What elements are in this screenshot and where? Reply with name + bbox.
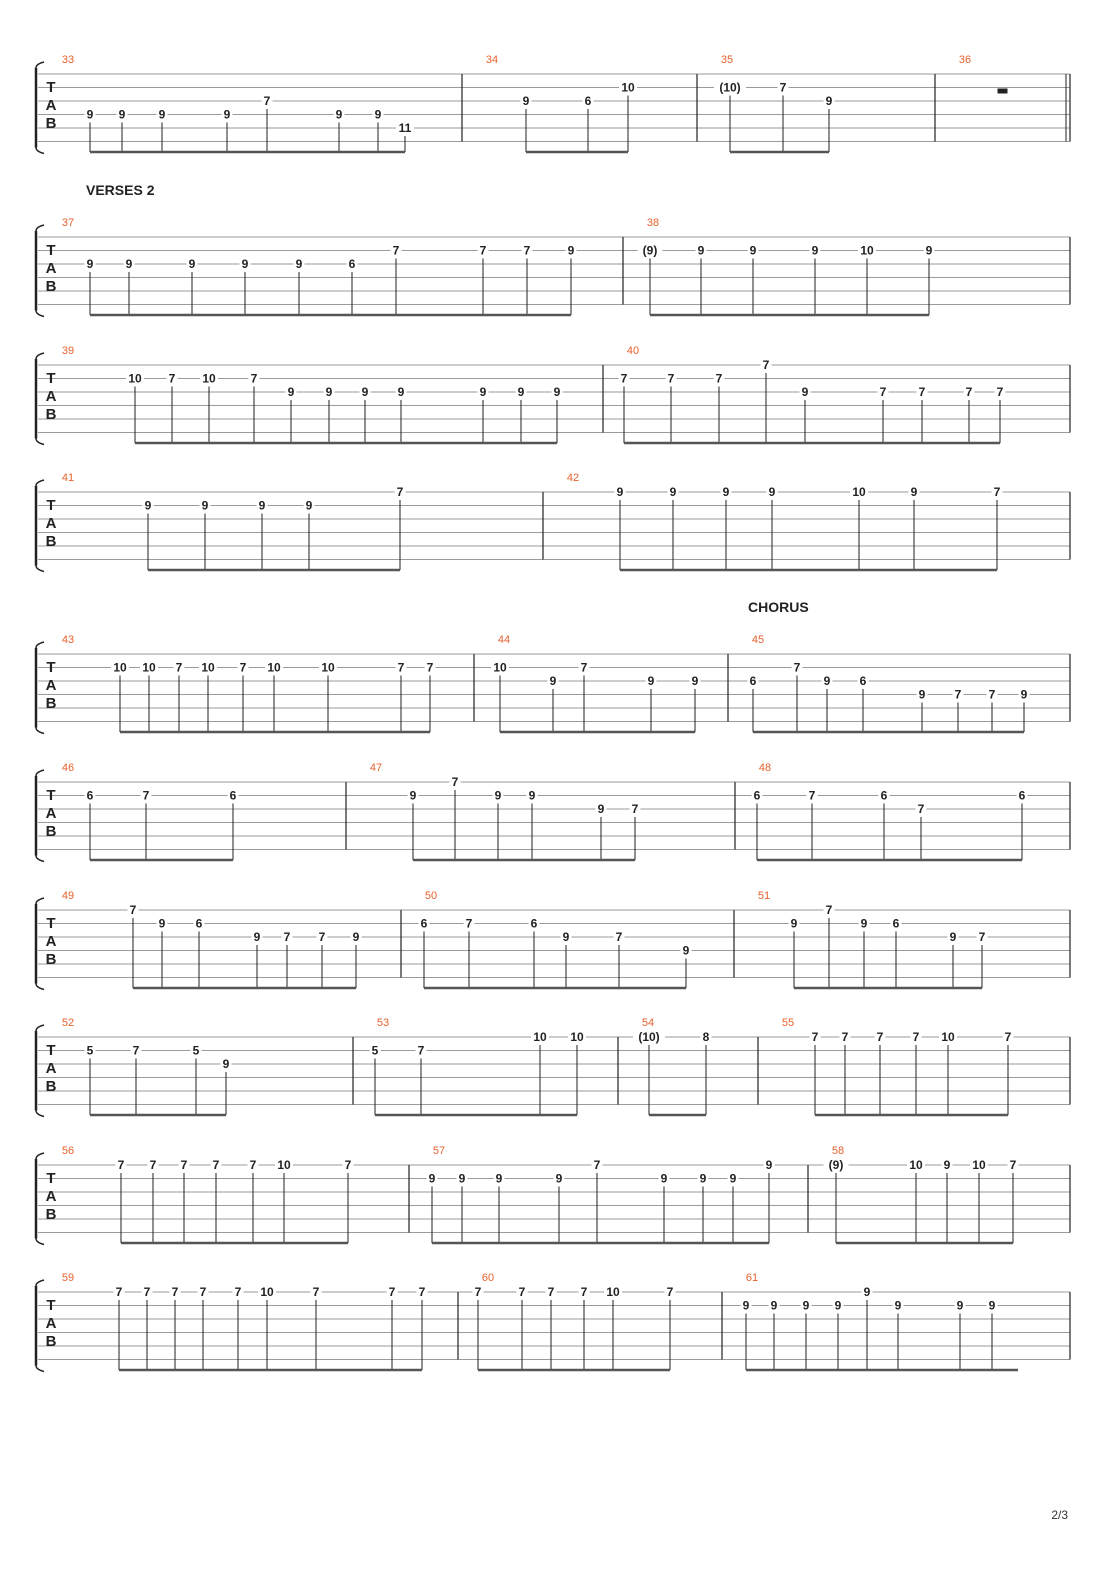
fret-number: 10 — [128, 371, 142, 386]
fret-number: 9 — [647, 674, 655, 688]
fret-number: 9 — [729, 1171, 737, 1186]
fret-number: 7 — [825, 903, 833, 917]
fret-number: 9 — [428, 1171, 436, 1186]
system-bracket-top — [36, 225, 44, 231]
fret-number: 6 — [195, 916, 203, 931]
fret-number: 7 — [143, 1285, 151, 1299]
fret-number: 9 — [325, 385, 333, 399]
measure-number: 33 — [61, 54, 75, 66]
tab-system — [36, 472, 1070, 572]
tab-clef-letter: A — [45, 97, 57, 114]
fret-number: 7 — [841, 1030, 849, 1044]
fret-number: 10 — [860, 243, 874, 258]
fret-number: 7 — [580, 1285, 588, 1299]
fret-number: 7 — [175, 660, 183, 675]
fret-number: 7 — [667, 371, 675, 386]
fret-number: 9 — [125, 257, 133, 271]
fret-number: 7 — [142, 788, 150, 803]
measure-number: 39 — [61, 345, 75, 357]
tab-clef-letter: A — [45, 1060, 57, 1077]
fret-number: 9 — [943, 1158, 951, 1172]
fret-number: 6 — [584, 94, 592, 108]
fret-number: 6 — [859, 674, 867, 688]
fret-number: 10 — [260, 1285, 274, 1299]
fret-number: 9 — [201, 498, 209, 513]
fret-number: 9 — [834, 1298, 842, 1313]
fret-number: 7 — [954, 687, 962, 702]
measure-number: 38 — [646, 217, 660, 229]
fret-number: 7 — [234, 1285, 242, 1299]
fret-number: 7 — [283, 930, 291, 944]
fret-number: 7 — [996, 385, 1004, 399]
whole-rest — [998, 89, 1008, 94]
fret-number: 9 — [158, 107, 166, 122]
system-bracket-top — [36, 1153, 44, 1159]
fret-number: 10 — [267, 660, 281, 675]
tab-clef-letter: A — [45, 388, 57, 405]
fret-number: 7 — [344, 1158, 352, 1172]
fret-number: 7 — [593, 1158, 601, 1172]
fret-number: 9 — [352, 930, 360, 944]
fret-number: 7 — [149, 1158, 157, 1172]
fret-number: 9 — [801, 385, 809, 399]
fret-number: 9 — [567, 243, 575, 258]
measure-number: 53 — [376, 1017, 390, 1029]
fret-number: 9 — [479, 385, 487, 399]
measure-number: 50 — [424, 890, 438, 902]
fret-number: 9 — [669, 485, 677, 499]
fret-number: 9 — [660, 1171, 668, 1186]
fret-number: 9 — [768, 485, 776, 499]
fret-number: 9 — [549, 674, 557, 688]
fret-number: 9 — [458, 1171, 466, 1186]
tab-clef-letter: A — [45, 515, 57, 532]
fret-number: 9 — [522, 94, 530, 108]
section-label-verses-2: VERSES 2 — [86, 182, 155, 198]
fret-number: 7 — [417, 1043, 425, 1058]
fret-number: 7 — [426, 660, 434, 675]
tab-system — [36, 345, 1070, 445]
fret-number: 9 — [765, 1158, 773, 1172]
measure-number: 56 — [61, 1145, 75, 1157]
fret-number: 9 — [223, 107, 231, 122]
tab-clef-letter: B — [45, 1333, 57, 1350]
tab-clef-letter: B — [45, 823, 57, 840]
system-bracket-top — [36, 353, 44, 359]
measure-number: 54 — [641, 1017, 655, 1029]
fret-number: 10 — [321, 660, 335, 675]
measure-number: 44 — [497, 634, 511, 646]
fret-number: 9 — [287, 385, 295, 399]
fret-number: 9 — [335, 107, 343, 122]
fret-number: 9 — [494, 788, 502, 803]
fret-number: 9 — [374, 107, 382, 122]
fret-number: 7 — [117, 1158, 125, 1172]
fret-number: 9 — [517, 385, 525, 399]
system-bracket-top — [36, 1025, 44, 1031]
fret-number: 9 — [188, 257, 196, 271]
fret-number: 9 — [144, 498, 152, 513]
measure-number: 49 — [61, 890, 75, 902]
fret-number: 9 — [925, 243, 933, 258]
tab-clef-letter: B — [45, 951, 57, 968]
system-bracket-bottom — [36, 566, 44, 572]
measure-number: 37 — [61, 217, 75, 229]
tab-clef-letter: B — [45, 406, 57, 423]
fret-number: 10 — [113, 660, 127, 675]
fret-number: 7 — [479, 243, 487, 258]
fret-number: 6 — [880, 788, 888, 803]
measure-number: 42 — [566, 472, 580, 484]
fret-number: 7 — [523, 243, 531, 258]
fret-number: 10 — [621, 80, 635, 95]
fret-number: 10 — [533, 1030, 547, 1044]
fret-number: (10) — [719, 80, 741, 95]
tab-system — [36, 762, 1070, 862]
fret-number: 7 — [876, 1030, 884, 1044]
fret-number: 10 — [941, 1030, 955, 1044]
fret-number: 7 — [465, 916, 473, 931]
fret-number: 9 — [770, 1298, 778, 1313]
fret-number: 7 — [615, 930, 623, 944]
fret-number: 7 — [811, 1030, 819, 1044]
fret-number: 7 — [666, 1285, 674, 1299]
tab-clef-letter: T — [46, 1170, 56, 1187]
system-bracket-top — [36, 480, 44, 486]
fret-number: 7 — [115, 1285, 123, 1299]
fret-number: 9 — [616, 485, 624, 499]
fret-number: 9 — [305, 498, 313, 513]
fret-number: 7 — [312, 1285, 320, 1299]
fret-number: 7 — [547, 1285, 555, 1299]
system-bracket-top — [36, 642, 44, 648]
measure-number: 36 — [958, 54, 972, 66]
measure-number: 34 — [485, 54, 499, 66]
tab-clef-letter: A — [45, 805, 57, 822]
system-bracket-bottom — [36, 1111, 44, 1117]
system-bracket-bottom — [36, 984, 44, 990]
fret-number: 7 — [250, 371, 258, 386]
fret-number: 9 — [241, 257, 249, 271]
fret-number: 7 — [263, 94, 271, 108]
fret-number: 9 — [397, 385, 405, 399]
fret-number: 6 — [753, 788, 761, 803]
fret-number: 9 — [749, 243, 757, 258]
fret-number: 7 — [249, 1158, 257, 1172]
section-label-chorus: CHORUS — [748, 599, 809, 615]
system-bracket-bottom — [36, 1366, 44, 1372]
fret-number: 6 — [420, 916, 428, 931]
fret-number: 9 — [682, 943, 690, 958]
fret-number: 7 — [392, 243, 400, 258]
fret-number: 9 — [918, 687, 926, 702]
tab-system — [36, 634, 1070, 734]
fret-number: 7 — [418, 1285, 426, 1299]
fret-number: 10 — [852, 485, 866, 499]
fret-number: 9 — [597, 802, 605, 816]
fret-number: 7 — [388, 1285, 396, 1299]
system-bracket-top — [36, 770, 44, 776]
tab-system — [36, 217, 1070, 317]
tab-clef-letter: T — [46, 242, 56, 259]
measure-number: 61 — [745, 1272, 759, 1284]
tab-clef-letter: T — [46, 915, 56, 932]
fret-number: 9 — [949, 930, 957, 944]
fret-number: 9 — [86, 257, 94, 271]
tab-clef-letter: A — [45, 1315, 57, 1332]
fret-number: 9 — [956, 1298, 964, 1313]
tab-system — [36, 1272, 1070, 1372]
fret-number: 9 — [790, 916, 798, 931]
fret-number: 6 — [229, 788, 237, 803]
fret-number: 9 — [860, 916, 868, 931]
fret-number: 9 — [802, 1298, 810, 1313]
measure-number: 45 — [751, 634, 765, 646]
fret-number: 7 — [132, 1043, 140, 1058]
fret-number: 7 — [879, 385, 887, 399]
tab-clef-letter: B — [45, 533, 57, 550]
fret-number: 9 — [495, 1171, 503, 1186]
fret-number: 7 — [762, 358, 770, 372]
fret-number: 7 — [912, 1030, 920, 1044]
fret-number: 7 — [451, 775, 459, 789]
measure-number: 58 — [831, 1145, 845, 1157]
fret-number: 9 — [1020, 687, 1028, 702]
tab-clef-letter: A — [45, 260, 57, 277]
fret-number: 10 — [493, 660, 507, 675]
fret-number: 9 — [811, 243, 819, 258]
fret-number: 9 — [691, 674, 699, 688]
tab-system — [36, 1017, 1070, 1117]
tab-system — [36, 54, 1070, 154]
fret-number: 5 — [86, 1043, 94, 1058]
fret-number: 7 — [978, 930, 986, 944]
fret-number: 9 — [253, 930, 261, 944]
tab-clef-letter: T — [46, 497, 56, 514]
fret-number: 7 — [212, 1158, 220, 1172]
tab-clef-letter: B — [45, 278, 57, 295]
fret-number: 11 — [398, 121, 412, 135]
tab-clef-letter: B — [45, 1206, 57, 1223]
measure-number: 48 — [758, 762, 772, 774]
fret-number: 7 — [396, 485, 404, 499]
fret-number: 9 — [863, 1285, 871, 1299]
fret-number: 10 — [277, 1158, 291, 1172]
fret-number: 7 — [965, 385, 973, 399]
fret-number: (9) — [828, 1158, 844, 1172]
tab-system — [36, 1145, 1070, 1245]
measure-number: 59 — [61, 1272, 75, 1284]
fret-number: 7 — [397, 660, 405, 675]
measure-number: 52 — [61, 1017, 75, 1029]
measure-number: 60 — [481, 1272, 495, 1284]
fret-number: 7 — [239, 660, 247, 675]
tab-system — [36, 890, 1070, 990]
fret-number: 7 — [779, 80, 787, 95]
fret-number: 7 — [180, 1158, 188, 1172]
fret-number: 9 — [699, 1171, 707, 1186]
tab-clef-letter: T — [46, 370, 56, 387]
system-bracket-bottom — [36, 148, 44, 154]
fret-number: 7 — [988, 687, 996, 702]
system-bracket-top — [36, 62, 44, 68]
fret-number: 7 — [1004, 1030, 1012, 1044]
fret-number: 10 — [202, 371, 216, 386]
fret-number: 7 — [993, 485, 1001, 499]
measure-number: 41 — [61, 472, 75, 484]
tab-clef-letter: T — [46, 659, 56, 676]
system-bracket-top — [36, 898, 44, 904]
tab-clef-letter: B — [45, 1078, 57, 1095]
fret-number: 7 — [918, 385, 926, 399]
fret-number: 9 — [823, 674, 831, 688]
measure-number: 46 — [61, 762, 75, 774]
fret-number: 6 — [892, 916, 900, 931]
page-number: 2/3 — [1051, 1508, 1068, 1522]
fret-number: 9 — [361, 385, 369, 399]
fret-number: 6 — [86, 788, 94, 803]
tab-clef-letter: A — [45, 677, 57, 694]
fret-number: 5 — [192, 1043, 200, 1058]
fret-number: 7 — [199, 1285, 207, 1299]
fret-number: 8 — [702, 1030, 710, 1044]
fret-number: 6 — [749, 674, 757, 688]
fret-number: 9 — [722, 485, 730, 499]
system-bracket-bottom — [36, 1239, 44, 1245]
fret-number: 7 — [631, 802, 639, 816]
measure-number: 51 — [757, 890, 771, 902]
fret-number: 7 — [318, 930, 326, 944]
fret-number: 9 — [118, 107, 126, 122]
fret-number: 7 — [1009, 1158, 1017, 1172]
fret-number: 9 — [555, 1171, 563, 1186]
fret-number: 5 — [371, 1043, 379, 1058]
fret-number: 9 — [697, 243, 705, 258]
fret-number: 9 — [528, 788, 536, 803]
tab-clef-letter: A — [45, 1188, 57, 1205]
fret-number: 7 — [808, 788, 816, 803]
fret-number: 7 — [518, 1285, 526, 1299]
fret-number: 7 — [580, 660, 588, 675]
measure-number: 55 — [781, 1017, 795, 1029]
fret-number: 9 — [825, 94, 833, 108]
fret-number: 9 — [553, 385, 561, 399]
tab-clef-letter: T — [46, 787, 56, 804]
fret-number: 9 — [910, 485, 918, 499]
tab-clef-letter: T — [46, 79, 56, 96]
system-bracket-bottom — [36, 728, 44, 734]
fret-number: 10 — [142, 660, 156, 675]
fret-number: 9 — [86, 107, 94, 122]
fret-number: 9 — [988, 1298, 996, 1313]
fret-number: 10 — [201, 660, 215, 675]
fret-number: 10 — [570, 1030, 584, 1044]
fret-number: 7 — [620, 371, 628, 386]
fret-number: 9 — [158, 916, 166, 931]
fret-number: 9 — [258, 498, 266, 513]
fret-number: 10 — [606, 1285, 620, 1299]
fret-number: 9 — [409, 788, 417, 803]
tab-clef-letter: B — [45, 115, 57, 132]
fret-number: 10 — [972, 1158, 986, 1172]
fret-number: (9) — [642, 243, 658, 258]
system-bracket-top — [36, 1280, 44, 1286]
fret-number: (10) — [638, 1030, 660, 1044]
measure-number: 47 — [369, 762, 383, 774]
tab-clef-letter: T — [46, 1042, 56, 1059]
fret-number: 7 — [917, 802, 925, 816]
tab-clef-letter: T — [46, 1297, 56, 1314]
fret-number: 6 — [1018, 788, 1026, 803]
measure-number: 35 — [720, 54, 734, 66]
system-bracket-bottom — [36, 311, 44, 317]
fret-number: 9 — [562, 930, 570, 944]
fret-number: 7 — [715, 371, 723, 386]
fret-number: 10 — [909, 1158, 923, 1172]
measure-number: 40 — [626, 345, 640, 357]
measure-number: 43 — [61, 634, 75, 646]
fret-number: 9 — [742, 1298, 750, 1313]
fret-number: 9 — [894, 1298, 902, 1313]
system-bracket-bottom — [36, 439, 44, 445]
fret-number: 9 — [222, 1057, 230, 1071]
fret-number: 6 — [530, 916, 538, 931]
measure-number: 57 — [432, 1145, 446, 1157]
fret-number: 7 — [168, 371, 176, 386]
fret-number: 6 — [348, 257, 356, 271]
system-bracket-bottom — [36, 856, 44, 862]
tab-clef-letter: A — [45, 933, 57, 950]
tab-clef-letter: B — [45, 695, 57, 712]
fret-number: 7 — [793, 660, 801, 675]
fret-number: 7 — [129, 903, 137, 917]
fret-number: 7 — [474, 1285, 482, 1299]
fret-number: 7 — [171, 1285, 179, 1299]
fret-number: 9 — [295, 257, 303, 271]
